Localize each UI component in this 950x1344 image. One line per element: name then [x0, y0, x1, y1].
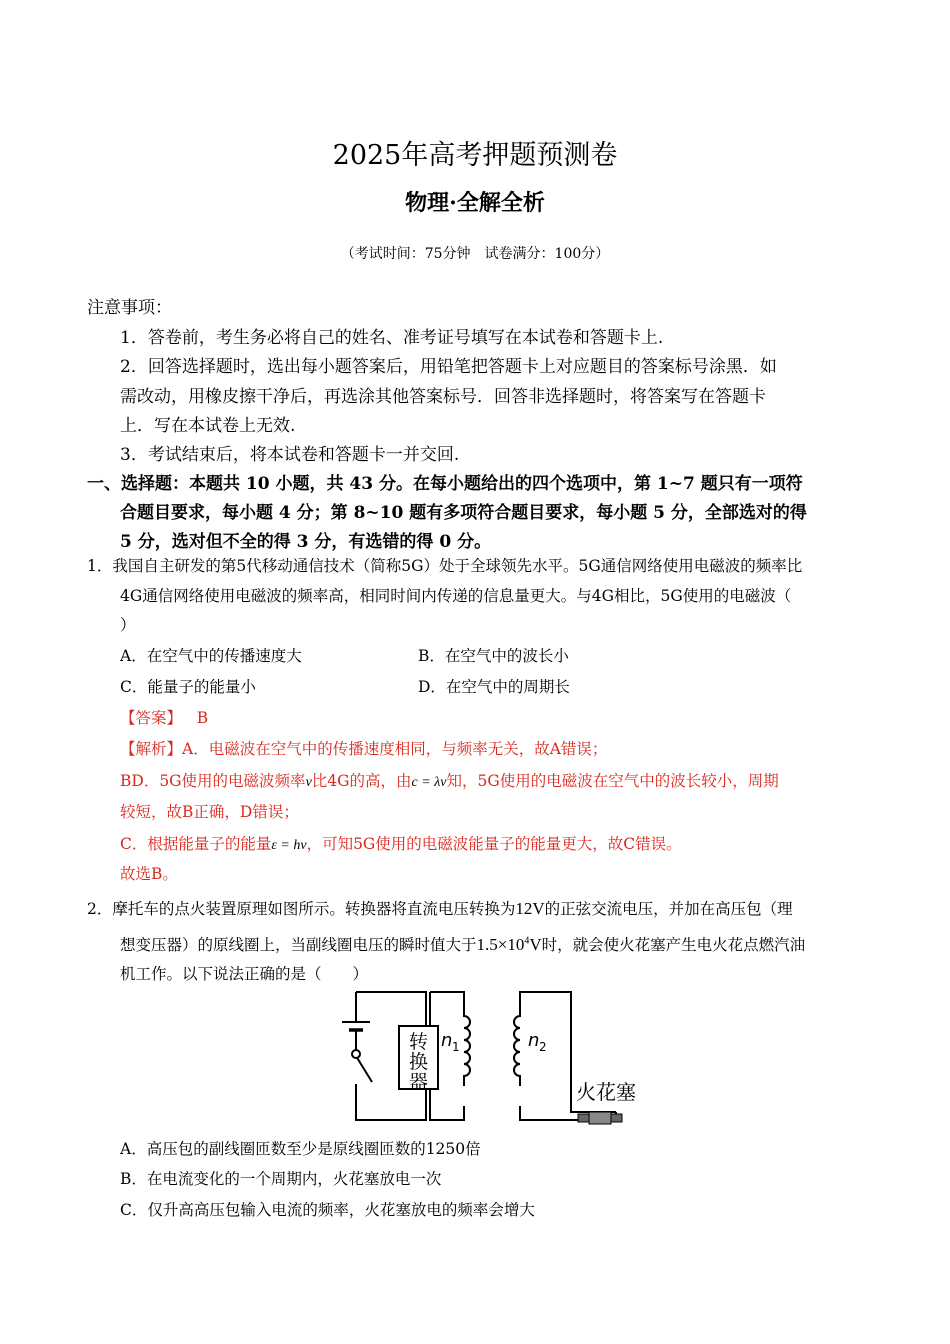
- section-heading-line-2: 合题目要求，每小题 4 分；第 8~10 题有多项符合题目要求，每小题 5 分，全部选对的得: [120, 503, 807, 523]
- q1-stem-line-2: 4G通信网络使用电磁波的频率高，相同时间内传递的信息量更大。与4G相比，5G使用的电磁波（: [120, 587, 792, 605]
- q2-option-b: B．在电流变化的一个周期内，火花塞放电一次: [120, 1170, 442, 1188]
- q2-stem-line-1-part-2: 的正弦交流电压，并加在高压包（理: [544, 900, 793, 918]
- q1-analysis-bd-part-3: 知，5G使用的电磁波在空气中的波长较小，周期: [446, 772, 779, 790]
- primary-coil-label: n: [441, 1030, 453, 1051]
- q1-option-d: D．在空气中的周期长: [418, 678, 570, 696]
- notice-item-2-line-2: 需改动，用橡皮擦干净后，再选涂其他答案标号．回答非选择题时，将答案写在答题卡: [120, 387, 766, 407]
- q1-analysis-c-part-1: C．根据能量子的能量: [120, 835, 272, 853]
- q1-nu-symbol: ν: [305, 775, 312, 790]
- q1-answer-label: 【答案】: [120, 709, 183, 727]
- q1-analysis-a-text: A．电磁波在空气中的传播速度相同，与频率无关，故A错误；: [182, 740, 608, 758]
- q1-analysis-bd-line-2: 较短，故B正确，D错误；: [120, 803, 299, 821]
- converter-label-3: 器: [408, 1071, 429, 1093]
- notice-item-2-line-1: 2．回答选择题时，选出每小题答案后，用铅笔把答题卡上对应题目的答案标号涂黑．如: [120, 357, 777, 377]
- page-subtitle: 物理·全解全析: [405, 190, 545, 216]
- page-title: 2025年高考押题预测卷: [332, 140, 618, 171]
- q1-analysis-a: [120, 737, 607, 759]
- q1-option-c: C．能量子的能量小: [120, 678, 256, 696]
- q1-answer: [120, 706, 208, 728]
- switch-contact: [352, 1050, 360, 1058]
- secondary-coil-subscript: 2: [539, 1040, 547, 1054]
- section-heading-line-3: 5 分，选对但不全的得 3 分，有选错的得 0 分。: [120, 532, 492, 552]
- q1-analysis-bd-part-2: 比4G的高，由: [311, 772, 412, 790]
- q2-threshold-voltage: [477, 935, 542, 954]
- q1-answer-value: B: [196, 709, 209, 727]
- q1-analysis-label: 【解析】: [120, 740, 183, 758]
- secondary-coil-label: n: [528, 1030, 540, 1051]
- notice-item-2-line-3: 上．写在本试卷上无效.: [120, 416, 296, 436]
- exam-info: （考试时间：75分钟 试卷满分：100分）: [340, 246, 610, 262]
- q2-stem-line-2: [120, 933, 805, 955]
- q2-stem-line-1: [87, 897, 793, 919]
- q2-stem-line-2-part-2: 时，就会使火花塞产生电火花点燃汽油: [541, 936, 806, 954]
- spark-plug-label: 火花塞: [576, 1080, 636, 1104]
- q1-analysis-c-part-2: ，可知5G使用的电磁波能量子的能量更大，故C错误。: [306, 835, 682, 853]
- primary-coil-subscript: 1: [452, 1040, 460, 1054]
- converter-label-2: 换: [408, 1051, 429, 1073]
- section-heading-line-1: 一、选择题：本题共 10 小题，共 43 分。在每小题给出的四个选项中，第 1~7 题只有一项符: [87, 474, 803, 494]
- q1-analysis-bd-part-1: BD．5G使用的电磁波频率: [120, 772, 306, 790]
- q2-option-c: C．仅升高高压包输入电流的频率，火花塞放电的频率会增大: [120, 1201, 535, 1219]
- q2-stem-line-2-part-1: 想变压器）的原线圈上，当副线圈电压的瞬时值大于: [120, 936, 477, 954]
- wire-top-left: [356, 992, 426, 1026]
- q1-stem-line-1: 1．我国自主研发的第5代移动通信技术（简称5G）处于全球领先水平。5G通信网络使用电磁波的频率比: [87, 557, 803, 575]
- q1-energy-formula: ε = hν: [271, 838, 307, 853]
- ignition-circuit-diagram: [338, 988, 658, 1128]
- q2-threshold-exponent: 4: [524, 935, 530, 947]
- q1-option-a: A．在空气中的传播速度大: [120, 647, 302, 665]
- notice-item-3: 3．考试结束后，将本试卷和答题卡一并交回.: [120, 445, 460, 465]
- q1-analysis-bd: [120, 769, 779, 791]
- q1-option-b: B．在空气中的波长小: [418, 647, 569, 665]
- switch-blade: [356, 1056, 372, 1082]
- converter-label-1: 转: [408, 1031, 429, 1053]
- q2-threshold-base: 1.5×10: [476, 935, 525, 954]
- q1-analysis-c: [120, 832, 682, 854]
- q1-wave-formula: c = λν: [411, 775, 447, 790]
- spark-plug: [578, 1112, 622, 1124]
- notice-item-1: 1．答卷前，考生务必将自己的姓名、准考证号填写在本试卷和答题卡上.: [120, 328, 664, 348]
- q1-stem-line-3: ）: [120, 616, 136, 634]
- q1-conclusion: 故选B。: [120, 865, 178, 883]
- q2-stem-line-1-part-1: 2．摩托车的点火装置原理如图所示。转换器将直流电压转换为: [87, 900, 516, 918]
- q2-stem-line-3: 机工作。以下说法正确的是（ ）: [120, 965, 369, 983]
- q2-voltage-12v: 12V: [515, 899, 545, 918]
- secondary-coil: [514, 1010, 520, 1086]
- primary-coil: [464, 1010, 470, 1086]
- q2-option-a: A．高压包的副线圈匝数至少是原线圈匝数的1250倍: [120, 1140, 481, 1158]
- q2-threshold-unit: V: [529, 935, 542, 954]
- notice-heading: 注意事项：: [87, 298, 172, 318]
